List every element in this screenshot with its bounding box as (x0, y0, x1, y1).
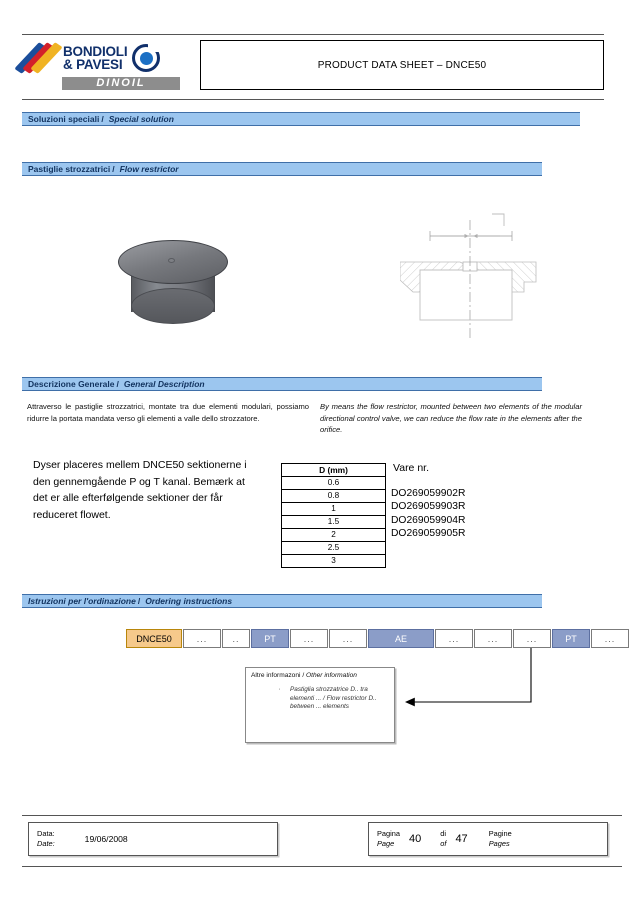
callout-bullet-icon: ' (279, 689, 281, 695)
footer-pages-labels (477, 829, 512, 848)
diameter-table (281, 463, 386, 568)
table-row (282, 516, 386, 529)
table-cell-diameter: 2.5 (282, 542, 386, 555)
table-cell-diameter: 1.5 (282, 516, 386, 529)
logo-stripes-icon (24, 42, 58, 74)
section-separator: / (101, 114, 104, 124)
table-cell-diameter: 0.8 (282, 490, 386, 503)
footer-bottom-rule (22, 866, 622, 867)
part-number-item: DO269059905R (391, 528, 466, 540)
footer-of-labels (430, 829, 446, 848)
ordering-code-box[interactable]: ... (290, 629, 328, 648)
callout-title (246, 668, 394, 679)
footer-pages-label-it: Pagine (488, 829, 512, 839)
part-number-list (391, 487, 465, 541)
technical-cross-section-drawing (400, 200, 570, 350)
logo-line-1: BONDIOLI (63, 43, 128, 59)
footer-top-rule (22, 815, 622, 816)
footer-pages-label-en: Pages (488, 839, 510, 848)
section-label-it: Pastiglie strozzatrici (28, 164, 111, 174)
section-label-en: Special solution (108, 114, 174, 124)
part-number-item: DO269059903R (391, 501, 466, 513)
section-header-general-description (22, 377, 542, 391)
footer-date-label-it: Data: (37, 829, 55, 839)
footer-page-labels (369, 829, 400, 848)
section-label-en: General Description (123, 379, 205, 389)
footer-page-label-en: Page (377, 839, 395, 848)
section-label-it: Descrizione Generale (28, 379, 115, 389)
table-cell-diameter: 1 (282, 503, 386, 516)
callout-other-information (245, 667, 395, 743)
section-header-special-solution (22, 112, 580, 126)
footer-date-label-en: Date: (37, 839, 55, 848)
table-row (282, 503, 386, 516)
page-header (22, 40, 604, 90)
table-cell-diameter: 3 (282, 555, 386, 568)
table-row (282, 490, 386, 503)
danish-note-text: Dyser placeres mellem DNCE50 sektionerne i den gennemgående P og T kanal. Bemærk at det er alle efterfølgende sektioner der får reduceret flowet. (33, 459, 247, 521)
logo-circle-icon (132, 44, 160, 72)
table-cell-diameter: 2 (282, 529, 386, 542)
ordering-code-box[interactable]: ... (435, 629, 473, 648)
footer-page-number: 40 (409, 833, 422, 845)
description-text-italian: Attraverso le pastiglie strozzatrici, montate tra due elementi modulari, possiamo ridurre la portata mandata verso gli elementi a valle dello strozzatore. (27, 402, 309, 423)
part-number-item: DO269059902R (391, 488, 466, 499)
callout-body-text: Pastiglia strozzatrice D.. tra elementi ... / Flow restrictor D.. between ... elements (290, 686, 377, 711)
footer-of-label-en: of (440, 839, 447, 848)
footer-date-value: 19/06/2008 (84, 834, 128, 844)
section-separator: / (112, 164, 115, 174)
footer-date-box (28, 822, 278, 856)
section-separator: / (137, 596, 141, 606)
section-label-en: Ordering instructions (145, 596, 233, 606)
ordering-code-box[interactable]: ... (474, 629, 512, 648)
part-number-title: Vare nr. (393, 462, 429, 474)
product-photo-flow-restrictor (112, 222, 234, 334)
ordering-code-box[interactable]: ... (329, 629, 367, 648)
table-header-diameter: D (mm) (282, 464, 386, 477)
company-logo (22, 40, 200, 90)
section-label-it: Istruzioni per l'ordinazione (28, 596, 136, 606)
logo-dinoil-label: DINOIL (62, 77, 180, 90)
callout-title-en: Other information (306, 672, 357, 679)
table-row (282, 477, 386, 490)
ordering-code-box[interactable]: DNCE50 (126, 629, 182, 648)
section-separator: / (116, 379, 119, 389)
footer-of-label-it: di (440, 829, 447, 839)
ordering-code-box[interactable]: ... (513, 629, 551, 648)
logo-wordmark (63, 45, 127, 71)
table-header-row (282, 464, 386, 477)
ordering-code-box[interactable]: PT (251, 629, 289, 648)
footer-page-label-it: Pagina (377, 829, 401, 839)
section-label-en: Flow restrictor (119, 164, 179, 174)
section-label-it: Soluzioni speciali (28, 114, 100, 124)
ordering-code-box[interactable]: PT (552, 629, 590, 648)
section-header-ordering-instructions (22, 594, 542, 608)
description-text-english: By means the flow restrictor, mounted between two elements of the modular directional control valve, we can reduce the flow rate in the elements after the orifice. (320, 402, 582, 435)
footer-total-pages: 47 (455, 833, 468, 845)
table-row (282, 542, 386, 555)
ordering-code-box[interactable]: ... (591, 629, 629, 648)
ordering-code-box[interactable]: .. (222, 629, 250, 648)
table-row (282, 555, 386, 568)
table-cell-diameter: 0.6 (282, 477, 386, 490)
part-number-item: DO269059904R (391, 514, 466, 526)
callout-title-it: Altre informazoni (251, 672, 301, 679)
section-header-flow-restrictor (22, 162, 542, 176)
header-bottom-rule (22, 99, 604, 100)
logo-line-2: & PAVESI (63, 56, 123, 72)
callout-title-sep: / (302, 672, 305, 679)
ordering-code-box[interactable]: AE (368, 629, 434, 648)
header-top-rule (22, 34, 604, 35)
footer-page-box (368, 822, 608, 856)
ordering-code-box[interactable]: ... (183, 629, 221, 648)
table-row (282, 529, 386, 542)
document-title: PRODUCT DATA SHEET – DNCE50 (317, 59, 487, 71)
footer-date-labels (29, 829, 55, 848)
document-title-box (200, 40, 604, 90)
